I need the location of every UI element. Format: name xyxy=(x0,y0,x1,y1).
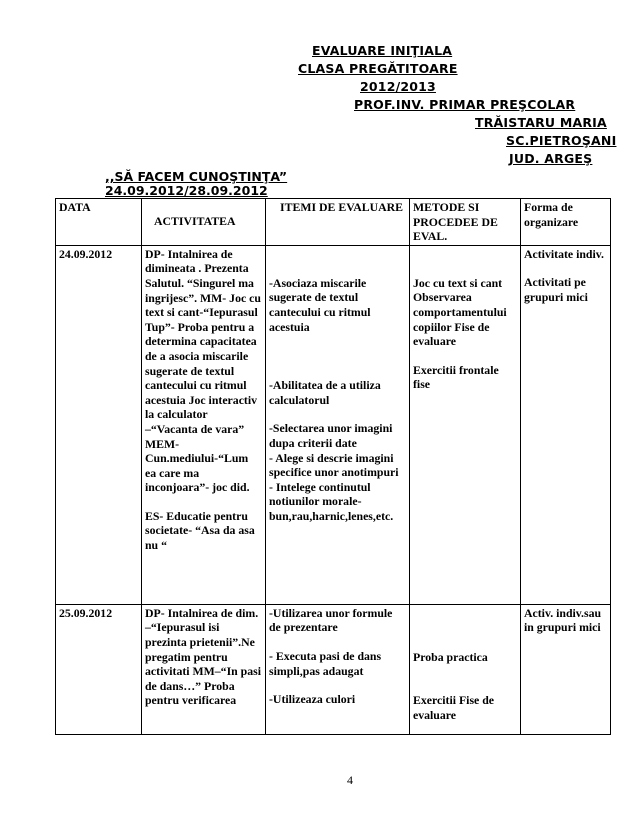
page-number: 4 xyxy=(347,773,353,787)
evaluation-table xyxy=(55,198,611,735)
metode-1: Joc cu text si cant Observarea comportamentului copiilor Fise de evaluare xyxy=(413,275,507,349)
itemi-1: -Utilizarea unor formule de prezentare xyxy=(269,605,393,635)
header-forma: Forma de organizare xyxy=(521,199,611,246)
header-title: EVALUARE INIŢIALA xyxy=(312,43,453,58)
row-metode xyxy=(410,245,521,604)
activitatea-main: DP- Intalnirea de dimineata . Prezenta Salutul. “Singurel ma ingrijesc”. MM- Joc cu text si cant-“Iepurasul Tup”- Proba pentru a determina capacitatea de a asocia miscarile sugerate de textul cantecului cu ritmul acestuia Joc interactiv la calculator –“Vacanta de vara” MEM- Cun.mediului-“Lum ea care ma inconjoara”- joc did. xyxy=(145,246,261,495)
row-itemi xyxy=(266,245,410,604)
metode-1: Proba practica xyxy=(413,649,488,664)
header-class: CLASA PREGĂTITOARE xyxy=(298,61,458,76)
header-itemi: ITEMI DE EVALUARE xyxy=(266,199,410,246)
activitatea-es: ES- Educatie pentru societate- “Asa da asa nu “ xyxy=(145,508,255,553)
row-itemi xyxy=(266,604,410,734)
table-row xyxy=(56,604,611,734)
row-date: 24.09.2012 xyxy=(56,245,142,604)
metode-2: Exercitii Fise de evaluare xyxy=(413,693,495,722)
header-metode: METODE SI PROCEDEE DE EVAL. xyxy=(410,199,521,246)
forma-2: Activitati pe grupuri mici xyxy=(524,275,588,304)
subtitle-title: ,,SĂ FACEM CUNOŞTINŢA” xyxy=(105,169,288,184)
itemi-2: - Executa pasi de dans simpli,pas adaugat xyxy=(269,648,382,678)
header-year: 2012/2013 xyxy=(360,79,436,94)
header-activitatea: ACTIVITATEA xyxy=(142,199,266,246)
itemi-3: -Utilizeaza culori xyxy=(269,692,356,707)
itemi-3: -Selectarea unor imagini dupa criterii date xyxy=(269,421,393,450)
header-teacher-name: TRĂISTARU MARIA xyxy=(475,115,607,130)
metode-2: Exercitii frontale fise xyxy=(413,362,499,392)
row-metode xyxy=(410,604,521,734)
header-school: SC.PIETROŞANI xyxy=(506,133,617,148)
itemi-1: -Asociaza miscarile sugerate de textul cantecului cu ritmul acestuia xyxy=(269,275,371,334)
header-county: JUD. ARGEŞ xyxy=(509,151,593,166)
table-row xyxy=(56,245,611,604)
itemi-5: - Intelege continutul notiunilor morale-bun,rau,harnic,lenes,etc. xyxy=(269,479,394,523)
row-date: 25.09.2012 xyxy=(56,604,142,734)
itemi-2: -Abilitatea de a utiliza calculatorul xyxy=(269,378,381,407)
forma-1: Activitate indiv. xyxy=(524,246,604,261)
row-forma: Activ. indiv.sau in grupuri mici xyxy=(521,604,611,734)
header-teacher-title: PROF.INV. PRIMAR PREŞCOLAR xyxy=(354,97,576,112)
row-activitatea: DP- Intalnirea de dim. –“Iepurasul isi prezinta prietenii”.Ne pregatim pentru activitati MM–“In pasi de dans…” Proba pentru verificarea xyxy=(142,604,266,734)
header-data: DATA xyxy=(56,199,142,246)
row-activitatea xyxy=(142,245,266,604)
subtitle-dates: 24.09.2012/28.09.2012 xyxy=(105,183,268,198)
row-forma xyxy=(521,245,611,604)
table-header-row xyxy=(56,199,611,246)
itemi-4: - Alege si descrie imagini specifice unor anotimpuri xyxy=(269,450,399,480)
